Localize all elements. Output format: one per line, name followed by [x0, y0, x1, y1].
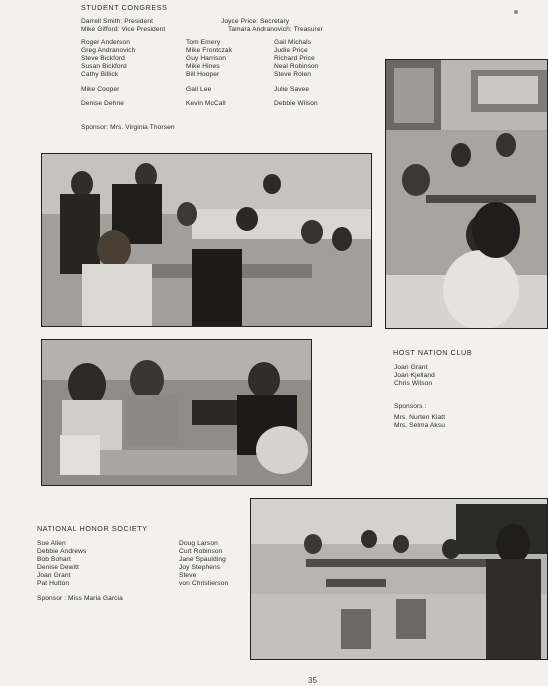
nhs-member: Joan Grant [37, 572, 71, 579]
congress-member: Mike Cooper [81, 86, 120, 93]
club-member: Joan Grant [394, 364, 428, 371]
club-sponsors-label: Sponsors : [394, 403, 427, 410]
page-number: 35 [308, 676, 317, 685]
host-nation-club-photo [41, 339, 312, 486]
nhs-member: von Christierson [179, 580, 229, 587]
classroom-photo-top-right [385, 59, 548, 329]
nhs-member: Bob Bohart [37, 556, 71, 563]
congress-member: Mike Frontczak [186, 47, 233, 54]
congress-member: Guy Harrison [186, 55, 227, 62]
club-sponsor: Mrs. Selma Aksu [394, 422, 445, 429]
congress-member: Denise Dehne [81, 100, 124, 107]
classroom-photo-bottom-right [250, 498, 548, 660]
nhs-member: Jane Spaulding [179, 556, 226, 563]
officer-president: Darrell Smith: President [81, 18, 154, 25]
student-congress-group-photo [41, 153, 372, 327]
nhs-member: Debbie Andrews [37, 548, 87, 555]
congress-member: Steve Bickford [81, 55, 125, 62]
nhs-member: Joy Stephens [179, 564, 221, 571]
page-mark [514, 10, 518, 14]
congress-member: Mike Hines [186, 63, 220, 70]
club-member: Chris Wilson [394, 380, 433, 387]
congress-member: Steve Rolen [274, 71, 312, 78]
congress-member: Susan Bickford [81, 63, 127, 70]
congress-member: Julie Savee [274, 86, 310, 93]
congress-member: Neal Robinson [274, 63, 319, 70]
nhs-member: Denise Dewitt [37, 564, 79, 571]
congress-member: Kevin McCall [186, 100, 226, 107]
nhs-member: Curt Robinson [179, 548, 223, 555]
club-sponsor: Mrs. Nurten Klatt [394, 414, 446, 421]
honor-society-heading: NATIONAL HONOR SOCIETY [37, 524, 148, 533]
host-nation-club-heading: HOST NATION CLUB [393, 348, 473, 357]
congress-member: Cathy Billick [81, 71, 119, 78]
nhs-member: Steve [179, 572, 197, 579]
student-congress-heading: STUDENT CONGRESS [81, 3, 168, 12]
nhs-member: Doug Larson [179, 540, 218, 547]
congress-sponsor: Sponsor: Mrs. Virginia Thorsen [81, 124, 175, 131]
congress-member: Tom Emery [186, 39, 221, 46]
congress-member: Greg Andranovich [81, 47, 136, 54]
nhs-member: Pat Hutton [37, 580, 70, 587]
officer-secretary: Joyce Price: Secretary [221, 18, 290, 25]
congress-member: Debbie Wilson [274, 100, 318, 107]
congress-member: Gail Lee [186, 86, 212, 93]
congress-member: Bill Hooper [186, 71, 220, 78]
congress-member: Gail Michals [274, 39, 312, 46]
congress-member: Roger Anderson [81, 39, 131, 46]
nhs-member: Sue Allen [37, 540, 66, 547]
congress-member: Judie Price [274, 47, 308, 54]
officer-treasurer: Tamara Andranovich: Treasurer [228, 26, 323, 33]
officer-vice-president: Mike Gifford: Vice President [81, 26, 166, 33]
club-member: Joan Kjelland [394, 372, 435, 379]
congress-member: Richard Price [274, 55, 315, 62]
nhs-sponsor: Sponsor : Miss Maria Garcia [37, 595, 123, 602]
